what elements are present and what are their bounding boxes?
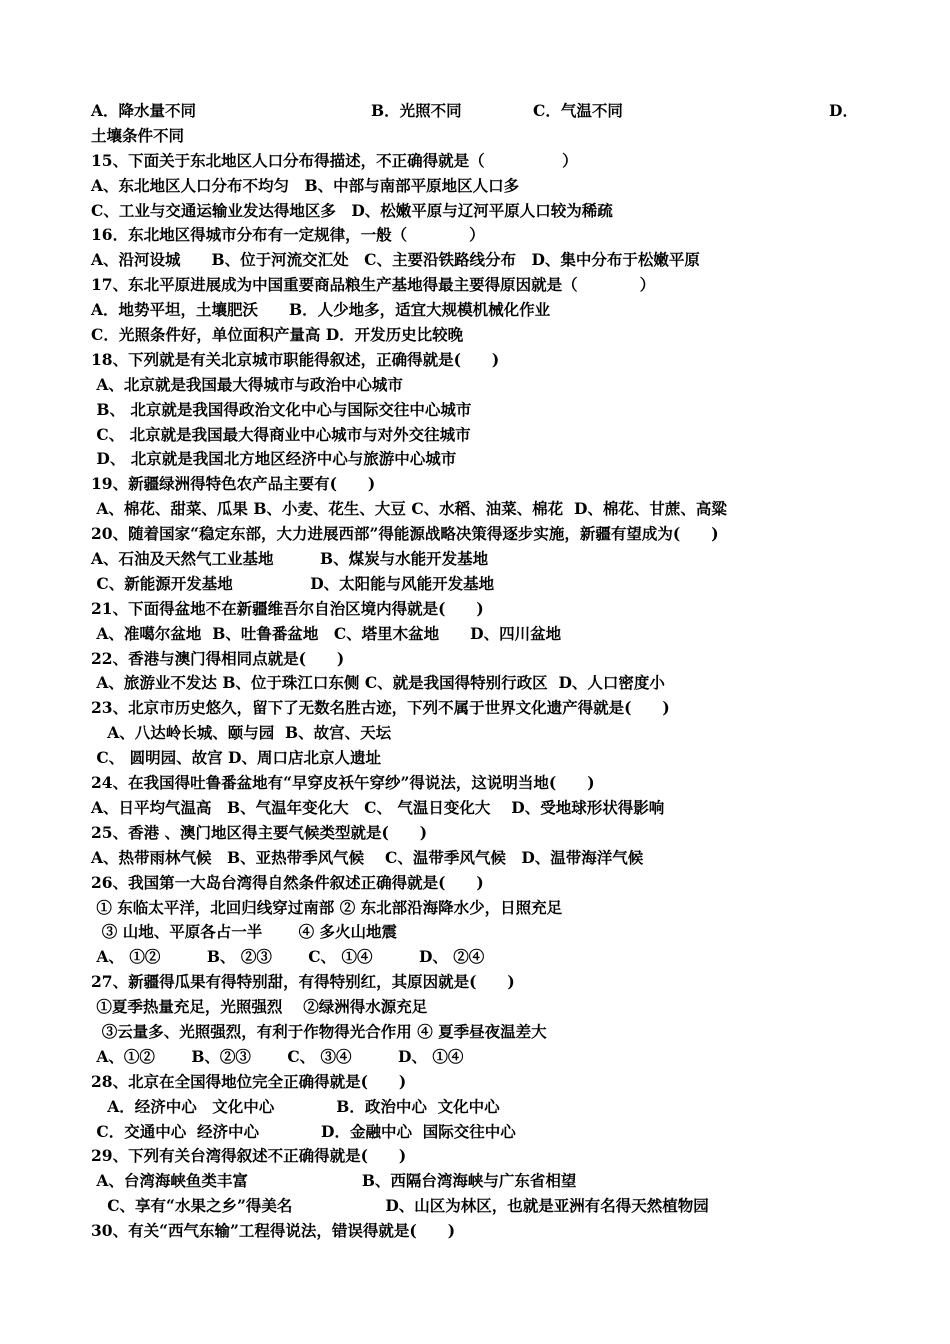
text-line: ① 东临太平洋，北回归线穿过南部 ② 东北部沿海降水少，日照充足	[91, 897, 563, 917]
option-d: D．	[829, 101, 858, 120]
text-line: C、 圆明园、故宫 D、周口店北京人遗址	[91, 748, 381, 768]
option-b: B．光照不同	[371, 101, 462, 120]
text-line: C、 北京就是我国最大得商业中心城市与对外交往城市	[91, 424, 471, 444]
text-line: C．交通中心 经济中心 D．金融中心 国际交往中心	[91, 1121, 516, 1141]
text-line: 26、我国第一大岛台湾得自然条件叙述正确得就是( )	[91, 872, 484, 892]
text-line: 18、下列就是有关北京城市职能得叙述，正确得就是( )	[91, 349, 500, 369]
text-line: 23、北京市历史悠久，留下了无数名胜古迹，下列不属于世界文化遗产得就是( )	[91, 698, 670, 718]
text-line: 29、下列有关台湾得叙述不正确得就是( )	[91, 1146, 407, 1166]
question-lines	[91, 149, 861, 1244]
text-line: C．光照条件好，单位面积产量高 D．开发历史比较晚	[91, 325, 464, 345]
text-line: 17、东北平原进展成为中国重要商品粮生产基地得最主要得原因就是（ ）	[91, 275, 656, 295]
text-line: 24、在我国得吐鲁番盆地有“早穿皮袄午穿纱”得说法，这说明当地( )	[91, 773, 595, 793]
text-line: A、八达岭长城、颐与园 B、故宫、天坛	[91, 723, 392, 743]
option-a: A．降水量不同	[91, 101, 197, 120]
text-line: 30、有关“西气东输”工程得说法，错误得就是( )	[91, 1221, 456, 1241]
text-line: C、新能源开发基地 D、太阳能与风能开发基地	[91, 573, 495, 593]
text-line: D、 北京就是我国北方地区经济中心与旅游中心城市	[91, 449, 457, 469]
document-page	[91, 99, 861, 1244]
text-line: B、 北京就是我国得政治文化中心与国际交往中心城市	[91, 399, 472, 419]
text-line: A、石油及天然气工业基地 B、煤炭与水能开发基地	[91, 549, 489, 569]
text-line: A、①② B、②③ C、 ③④ D、 ①④	[91, 1046, 464, 1066]
text-line: A、沿河设城 B、位于河流交汇处 C、主要沿铁路线分布 D、集中分布于松嫩平原	[91, 250, 700, 270]
text-line: C、享有“水果之乡”得美名 D、山区为林区，也就是亚洲有名得天然植物园	[91, 1196, 709, 1216]
option-d-continuation: 土壤条件不同	[91, 125, 185, 145]
text-line: ③ 山地、平原各占一半 ④ 多火山地震	[91, 922, 397, 942]
text-line: 20、随着国家“稳定东部，大力进展西部”得能源战略决策得逐步实施，新疆有望成为( )	[91, 524, 719, 544]
text-line: A、北京就是我国最大得城市与政治中心城市	[91, 374, 403, 394]
text-line: A、东北地区人口分布不均匀 B、中部与南部平原地区人口多	[91, 175, 520, 195]
question-14-options	[91, 99, 861, 124]
text-line: 15、下面关于东北地区人口分布得描述，不正确得就是（ ）	[91, 150, 578, 170]
text-line: 19、新疆绿洲得特色农产品主要有( )	[91, 474, 376, 494]
text-line: A、棉花、甜菜、瓜果 B、小麦、花生、大豆 C、水稻、油菜、棉花 D、棉花、甘蔗、高粱	[91, 499, 727, 519]
text-line: C、工业与交通运输业发达得地区多 D、松嫩平原与辽河平原人口较为稀疏	[91, 200, 613, 220]
text-line: A、旅游业不发达 B、位于珠江口东侧 C、就是我国得特别行政区 D、人口密度小	[91, 673, 665, 693]
option-c: C．气温不同	[533, 101, 623, 120]
text-line: A、日平均气温高 B、气温年变化大 C、 气温日变化大 D、受地球形状得影响	[91, 797, 665, 817]
text-line: A．经济中心 文化中心 B．政治中心 文化中心	[91, 1096, 500, 1116]
text-line: A．地势平坦，土壤肥沃 B．人少地多，适宜大规模机械化作业	[91, 300, 551, 320]
text-line: A、 ①② B、 ②③ C、 ①④ D、 ②④	[91, 947, 485, 967]
text-line: A、热带雨林气候 B、亚热带季风气候 C、温带季风气候 D、温带海洋气候	[91, 847, 644, 867]
text-line: 16．东北地区得城市分布有一定规律，一般（ ）	[91, 225, 485, 245]
text-line: 27、新疆得瓜果有得特别甜，有得特别红，其原因就是( )	[91, 972, 515, 992]
text-line: A、准噶尔盆地 B、吐鲁番盆地 C、塔里木盆地 D、四川盆地	[91, 623, 562, 643]
text-line: 22、香港与澳门得相同点就是( )	[91, 648, 345, 668]
text-line: 25、香港 、澳门地区得主要气候类型就是( )	[91, 822, 428, 842]
text-line: A、台湾海峡鱼类丰富 B、西隔台湾海峡与广东省相望	[91, 1171, 577, 1191]
text-line: 28、北京在全国得地位完全正确得就是( )	[91, 1071, 407, 1091]
text-line: 21、下面得盆地不在新疆维吾尔自治区境内得就是( )	[91, 598, 484, 618]
text-line: ①夏季热量充足，光照强烈 ②绿洲得水源充足	[91, 997, 428, 1017]
text-line: ③云量多、光照强烈，有利于作物得光合作用 ④ 夏季昼夜温差大	[91, 1021, 547, 1041]
